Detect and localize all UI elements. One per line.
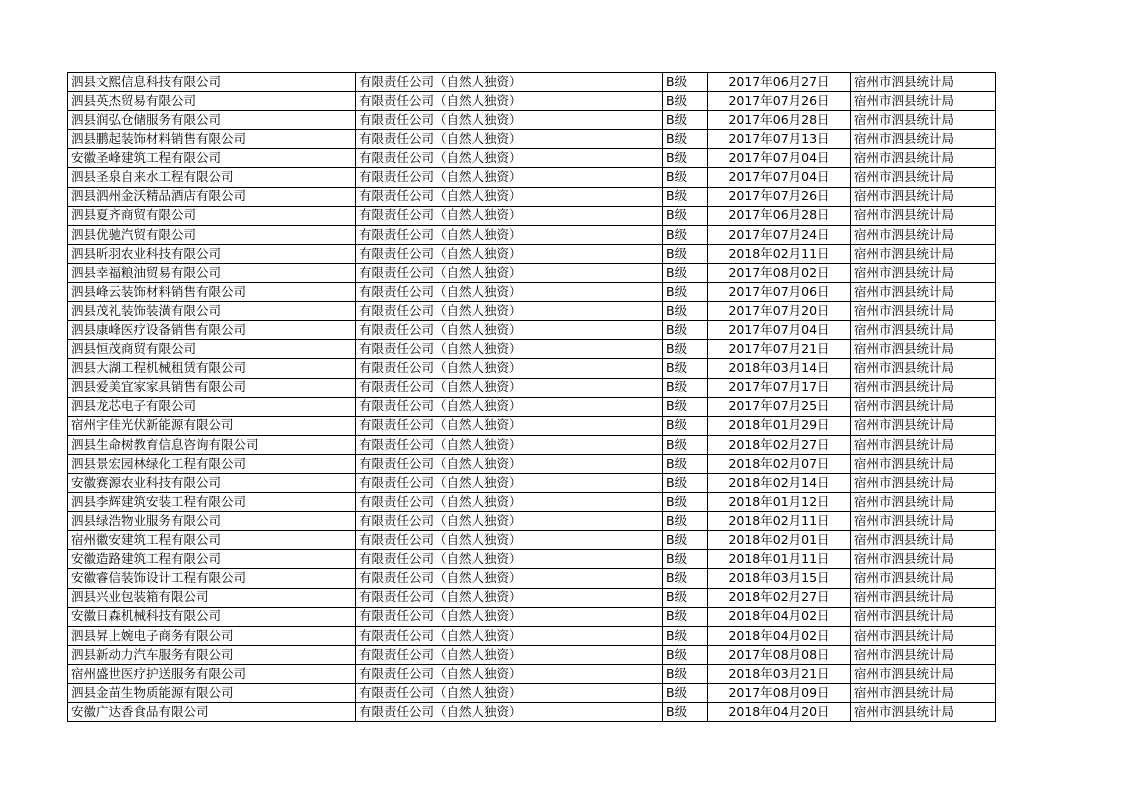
company-name-cell: 泗县绿浩物业服务有限公司: [68, 512, 356, 531]
credit-rating-table: [67, 72, 996, 722]
authority-cell: 宿州市泗县统计局: [851, 283, 996, 302]
company-type-cell: 有限责任公司（自然人独资）: [356, 454, 663, 473]
company-type-cell: 有限责任公司（自然人独资）: [356, 244, 663, 263]
credit-level-cell: B级: [663, 454, 708, 473]
credit-level-cell: B级: [663, 321, 708, 340]
table-row: [68, 435, 996, 454]
authority-cell: 宿州市泗县统计局: [851, 378, 996, 397]
table-row: [68, 283, 996, 302]
credit-level-cell: B级: [663, 302, 708, 321]
table-row: [68, 302, 996, 321]
credit-level-cell: B级: [663, 569, 708, 588]
credit-level-cell: B级: [663, 531, 708, 550]
table-row: [68, 664, 996, 683]
authority-cell: 宿州市泗县统计局: [851, 244, 996, 263]
rating-date-cell: 2017年07月04日: [708, 321, 851, 340]
company-name-cell: 安徽睿信装饰设计工程有限公司: [68, 569, 356, 588]
company-type-cell: 有限责任公司（自然人独资）: [356, 149, 663, 168]
company-name-cell: 安徽广达香食品有限公司: [68, 703, 356, 722]
company-name-cell: 泗县泗州金沃精品酒店有限公司: [68, 187, 356, 206]
company-name-cell: 泗县昇上婉电子商务有限公司: [68, 626, 356, 645]
company-type-cell: 有限责任公司（自然人独资）: [356, 187, 663, 206]
company-type-cell: 有限责任公司（自然人独资）: [356, 664, 663, 683]
credit-level-cell: B级: [663, 588, 708, 607]
rating-date-cell: 2017年07月26日: [708, 187, 851, 206]
company-name-cell: 泗县圣泉自来水工程有限公司: [68, 168, 356, 187]
rating-date-cell: 2018年03月14日: [708, 359, 851, 378]
rating-date-cell: 2018年01月11日: [708, 550, 851, 569]
company-type-cell: 有限责任公司（自然人独资）: [356, 473, 663, 492]
company-type-cell: 有限责任公司（自然人独资）: [356, 225, 663, 244]
company-name-cell: 泗县鹏起装饰材料销售有限公司: [68, 130, 356, 149]
credit-level-cell: B级: [663, 435, 708, 454]
credit-level-cell: B级: [663, 283, 708, 302]
company-type-cell: 有限责任公司（自然人独资）: [356, 92, 663, 111]
rating-date-cell: 2017年07月24日: [708, 225, 851, 244]
authority-cell: 宿州市泗县统计局: [851, 645, 996, 664]
company-type-cell: 有限责任公司（自然人独资）: [356, 435, 663, 454]
rating-date-cell: 2017年07月21日: [708, 340, 851, 359]
credit-level-cell: B级: [663, 397, 708, 416]
rating-date-cell: 2017年08月02日: [708, 263, 851, 282]
table-row: [68, 149, 996, 168]
table-row: [68, 73, 996, 92]
credit-level-cell: B级: [663, 493, 708, 512]
company-name-cell: 宿州徽安建筑工程有限公司: [68, 531, 356, 550]
company-name-cell: 泗县峰云装饰材料销售有限公司: [68, 283, 356, 302]
table-row: [68, 531, 996, 550]
table-row: [68, 512, 996, 531]
company-type-cell: 有限责任公司（自然人独资）: [356, 321, 663, 340]
rating-date-cell: 2017年07月25日: [708, 397, 851, 416]
table-row: [68, 569, 996, 588]
company-name-cell: 泗县幸福粮油贸易有限公司: [68, 263, 356, 282]
credit-level-cell: B级: [663, 550, 708, 569]
company-type-cell: 有限责任公司（自然人独资）: [356, 626, 663, 645]
authority-cell: 宿州市泗县统计局: [851, 435, 996, 454]
credit-level-cell: B级: [663, 607, 708, 626]
rating-date-cell: 2017年08月09日: [708, 684, 851, 703]
rating-date-cell: 2017年07月13日: [708, 130, 851, 149]
company-type-cell: 有限责任公司（自然人独资）: [356, 512, 663, 531]
credit-level-cell: B级: [663, 263, 708, 282]
credit-level-cell: B级: [663, 645, 708, 664]
rating-date-cell: 2018年02月11日: [708, 512, 851, 531]
company-type-cell: 有限责任公司（自然人独资）: [356, 397, 663, 416]
company-type-cell: 有限责任公司（自然人独资）: [356, 73, 663, 92]
company-name-cell: 泗县英杰贸易有限公司: [68, 92, 356, 111]
table-row: [68, 703, 996, 722]
table-row: [68, 684, 996, 703]
authority-cell: 宿州市泗县统计局: [851, 206, 996, 225]
table-row: [68, 473, 996, 492]
company-type-cell: 有限责任公司（自然人独资）: [356, 302, 663, 321]
credit-level-cell: B级: [663, 225, 708, 244]
table-row: [68, 588, 996, 607]
table-row: [68, 607, 996, 626]
authority-cell: 宿州市泗县统计局: [851, 607, 996, 626]
credit-level-cell: B级: [663, 703, 708, 722]
credit-level-cell: B级: [663, 684, 708, 703]
table-row: [68, 244, 996, 263]
credit-level-cell: B级: [663, 626, 708, 645]
table-row: [68, 187, 996, 206]
company-name-cell: 宿州宇佳光伏新能源有限公司: [68, 416, 356, 435]
authority-cell: 宿州市泗县统计局: [851, 225, 996, 244]
table-row: [68, 416, 996, 435]
table-body: [68, 73, 996, 722]
rating-date-cell: 2017年06月27日: [708, 73, 851, 92]
table-row: [68, 206, 996, 225]
company-name-cell: 泗县昕羽农业科技有限公司: [68, 244, 356, 263]
authority-cell: 宿州市泗县统计局: [851, 168, 996, 187]
company-type-cell: 有限责任公司（自然人独资）: [356, 531, 663, 550]
rating-date-cell: 2017年07月26日: [708, 92, 851, 111]
company-name-cell: 泗县恒茂商贸有限公司: [68, 340, 356, 359]
authority-cell: 宿州市泗县统计局: [851, 626, 996, 645]
authority-cell: 宿州市泗县统计局: [851, 588, 996, 607]
rating-date-cell: 2018年04月20日: [708, 703, 851, 722]
rating-date-cell: 2018年03月21日: [708, 664, 851, 683]
rating-date-cell: 2018年02月07日: [708, 454, 851, 473]
company-type-cell: 有限责任公司（自然人独资）: [356, 684, 663, 703]
credit-level-cell: B级: [663, 92, 708, 111]
company-name-cell: 泗县兴业包装箱有限公司: [68, 588, 356, 607]
table-row: [68, 397, 996, 416]
authority-cell: 宿州市泗县统计局: [851, 493, 996, 512]
table-row: [68, 359, 996, 378]
rating-date-cell: 2017年08月08日: [708, 645, 851, 664]
rating-date-cell: 2018年02月01日: [708, 531, 851, 550]
company-name-cell: 宿州盛世医疗护送服务有限公司: [68, 664, 356, 683]
authority-cell: 宿州市泗县统计局: [851, 703, 996, 722]
credit-level-cell: B级: [663, 512, 708, 531]
company-name-cell: 泗县景宏园林绿化工程有限公司: [68, 454, 356, 473]
rating-date-cell: 2018年01月29日: [708, 416, 851, 435]
company-type-cell: 有限责任公司（自然人独资）: [356, 130, 663, 149]
company-name-cell: 泗县夏齐商贸有限公司: [68, 206, 356, 225]
authority-cell: 宿州市泗县统计局: [851, 73, 996, 92]
credit-level-cell: B级: [663, 664, 708, 683]
company-type-cell: 有限责任公司（自然人独资）: [356, 263, 663, 282]
authority-cell: 宿州市泗县统计局: [851, 130, 996, 149]
company-type-cell: 有限责任公司（自然人独资）: [356, 569, 663, 588]
rating-date-cell: 2017年07月04日: [708, 149, 851, 168]
table-row: [68, 645, 996, 664]
company-type-cell: 有限责任公司（自然人独资）: [356, 493, 663, 512]
rating-date-cell: 2017年07月20日: [708, 302, 851, 321]
company-name-cell: 泗县李辉建筑安装工程有限公司: [68, 493, 356, 512]
authority-cell: 宿州市泗县统计局: [851, 359, 996, 378]
credit-level-cell: B级: [663, 187, 708, 206]
company-name-cell: 安徽赛源农业科技有限公司: [68, 473, 356, 492]
rating-date-cell: 2018年02月11日: [708, 244, 851, 263]
rating-date-cell: 2017年07月06日: [708, 283, 851, 302]
company-name-cell: 泗县生命树教育信息咨询有限公司: [68, 435, 356, 454]
table-row: [68, 626, 996, 645]
company-name-cell: 泗县康峰医疗设备销售有限公司: [68, 321, 356, 340]
company-type-cell: 有限责任公司（自然人独资）: [356, 550, 663, 569]
table-row: [68, 340, 996, 359]
authority-cell: 宿州市泗县统计局: [851, 321, 996, 340]
company-type-cell: 有限责任公司（自然人独资）: [356, 111, 663, 130]
rating-date-cell: 2017年06月28日: [708, 206, 851, 225]
company-name-cell: 泗县茂礼装饰装潢有限公司: [68, 302, 356, 321]
table-row: [68, 378, 996, 397]
rating-date-cell: 2018年02月27日: [708, 588, 851, 607]
company-type-cell: 有限责任公司（自然人独资）: [356, 340, 663, 359]
table-row: [68, 225, 996, 244]
table-row: [68, 493, 996, 512]
company-name-cell: 泗县优驰汽贸有限公司: [68, 225, 356, 244]
company-type-cell: 有限责任公司（自然人独资）: [356, 168, 663, 187]
credit-level-cell: B级: [663, 111, 708, 130]
authority-cell: 宿州市泗县统计局: [851, 92, 996, 111]
table-row: [68, 321, 996, 340]
company-type-cell: 有限责任公司（自然人独资）: [356, 607, 663, 626]
company-type-cell: 有限责任公司（自然人独资）: [356, 416, 663, 435]
company-type-cell: 有限责任公司（自然人独资）: [356, 206, 663, 225]
rating-date-cell: 2017年06月28日: [708, 111, 851, 130]
authority-cell: 宿州市泗县统计局: [851, 111, 996, 130]
authority-cell: 宿州市泗县统计局: [851, 416, 996, 435]
authority-cell: 宿州市泗县统计局: [851, 684, 996, 703]
company-type-cell: 有限责任公司（自然人独资）: [356, 378, 663, 397]
company-type-cell: 有限责任公司（自然人独资）: [356, 283, 663, 302]
rating-date-cell: 2018年02月14日: [708, 473, 851, 492]
credit-level-cell: B级: [663, 168, 708, 187]
table-row: [68, 130, 996, 149]
company-name-cell: 安徽日森机械科技有限公司: [68, 607, 356, 626]
table-row: [68, 111, 996, 130]
company-name-cell: 安徽造路建筑工程有限公司: [68, 550, 356, 569]
company-name-cell: 泗县爱美宜家家具销售有限公司: [68, 378, 356, 397]
credit-level-cell: B级: [663, 73, 708, 92]
rating-date-cell: 2018年04月02日: [708, 607, 851, 626]
authority-cell: 宿州市泗县统计局: [851, 149, 996, 168]
company-name-cell: 泗县大湖工程机械租赁有限公司: [68, 359, 356, 378]
rating-date-cell: 2018年02月27日: [708, 435, 851, 454]
authority-cell: 宿州市泗县统计局: [851, 569, 996, 588]
table-row: [68, 168, 996, 187]
rating-date-cell: 2017年07月17日: [708, 378, 851, 397]
rating-date-cell: 2018年04月02日: [708, 626, 851, 645]
credit-level-cell: B级: [663, 473, 708, 492]
credit-level-cell: B级: [663, 130, 708, 149]
table-row: [68, 454, 996, 473]
authority-cell: 宿州市泗县统计局: [851, 531, 996, 550]
rating-date-cell: 2018年01月12日: [708, 493, 851, 512]
authority-cell: 宿州市泗县统计局: [851, 397, 996, 416]
authority-cell: 宿州市泗县统计局: [851, 187, 996, 206]
authority-cell: 宿州市泗县统计局: [851, 454, 996, 473]
authority-cell: 宿州市泗县统计局: [851, 664, 996, 683]
credit-level-cell: B级: [663, 378, 708, 397]
authority-cell: 宿州市泗县统计局: [851, 340, 996, 359]
credit-level-cell: B级: [663, 340, 708, 359]
credit-level-cell: B级: [663, 206, 708, 225]
table-row: [68, 550, 996, 569]
company-type-cell: 有限责任公司（自然人独资）: [356, 359, 663, 378]
company-name-cell: 泗县润弘仓储服务有限公司: [68, 111, 356, 130]
company-type-cell: 有限责任公司（自然人独资）: [356, 645, 663, 664]
credit-level-cell: B级: [663, 416, 708, 435]
company-type-cell: 有限责任公司（自然人独资）: [356, 703, 663, 722]
company-type-cell: 有限责任公司（自然人独资）: [356, 588, 663, 607]
authority-cell: 宿州市泗县统计局: [851, 263, 996, 282]
table-row: [68, 92, 996, 111]
authority-cell: 宿州市泗县统计局: [851, 473, 996, 492]
company-name-cell: 泗县金苗生物质能源有限公司: [68, 684, 356, 703]
credit-level-cell: B级: [663, 244, 708, 263]
rating-date-cell: 2018年03月15日: [708, 569, 851, 588]
rating-date-cell: 2017年07月04日: [708, 168, 851, 187]
company-name-cell: 泗县新动力汽车服务有限公司: [68, 645, 356, 664]
authority-cell: 宿州市泗县统计局: [851, 512, 996, 531]
company-name-cell: 泗县龙芯电子有限公司: [68, 397, 356, 416]
credit-level-cell: B级: [663, 149, 708, 168]
company-name-cell: 安徽圣峰建筑工程有限公司: [68, 149, 356, 168]
company-name-cell: 泗县文熙信息科技有限公司: [68, 73, 356, 92]
table-row: [68, 263, 996, 282]
authority-cell: 宿州市泗县统计局: [851, 550, 996, 569]
authority-cell: 宿州市泗县统计局: [851, 302, 996, 321]
credit-level-cell: B级: [663, 359, 708, 378]
